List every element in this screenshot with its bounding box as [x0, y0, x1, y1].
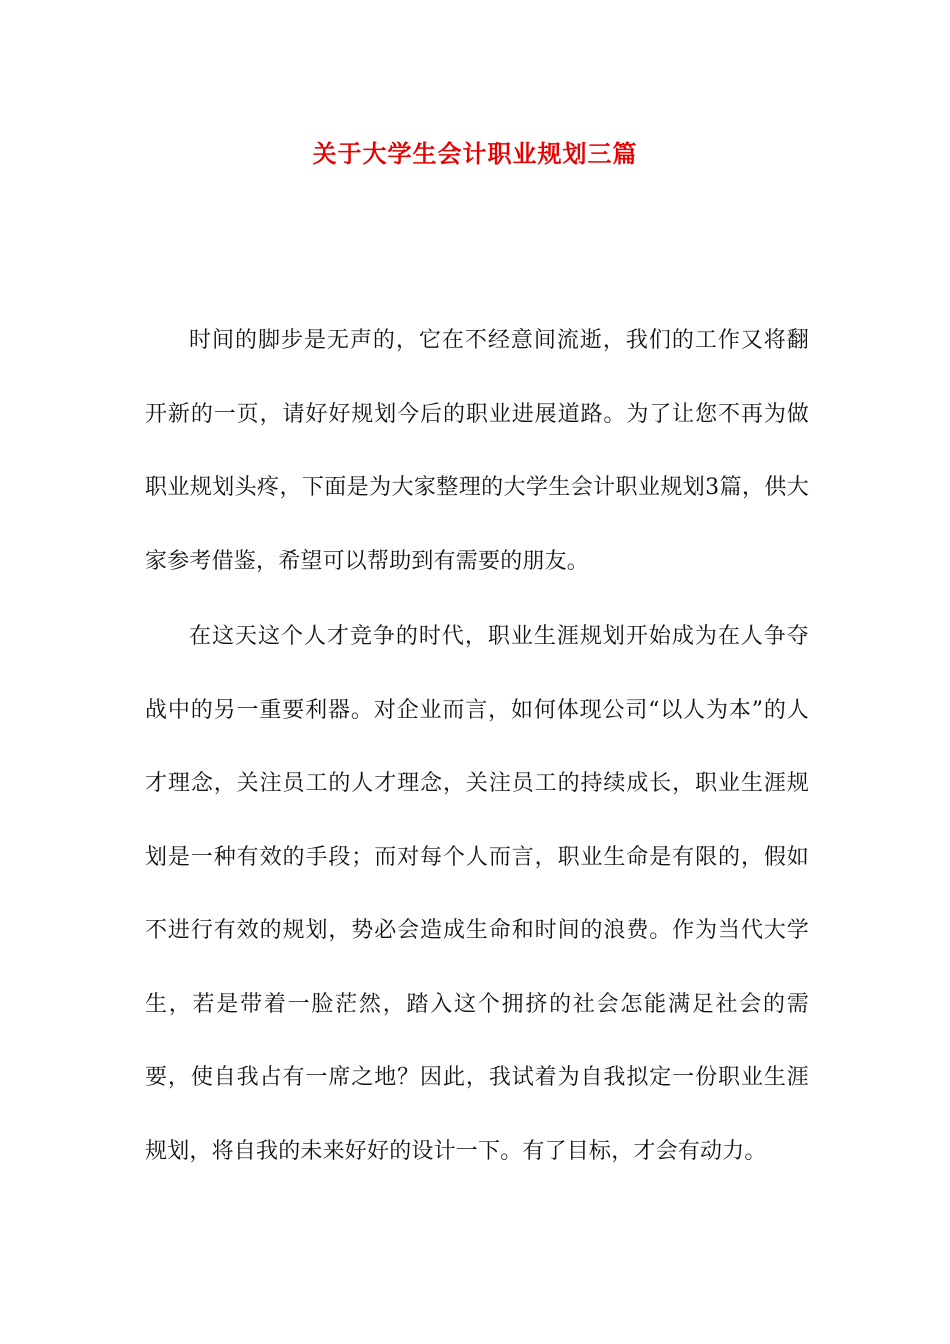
paragraph-main: 在这天这个人才竞争的时代，职业生涯规划开始成为在人争夺战中的另一重要利器。对企业而言，如何体现公司“以人为本”的人才理念，关注员工的人才理念，关注员工的持续成长，职业生涯规划是一种有效的手段；而对每个人而言，职业生命是有限的，假如不进行有效的规划，势必会造成生命和时间的浪费。作为当代大学生，若是带着一脸茫然，踏入这个拥挤的社会怎能满足社会的需要，使自我占有一席之地？因此，我试着为自我拟定一份职业生涯规划，将自我的未来好好的设计一下。有了目标，才会有动力。	[145, 624, 809, 1164]
document-title: 关于大学生会计职业规划三篇	[312, 140, 638, 168]
paragraph-intro: 时间的脚步是无声的，它在不经意间流逝，我们的工作又将翻开新的一页，请好好规划今后的职业进展道路。为了让您不再为做职业规划头疼，下面是为大家整理的大学生会计职业规划3篇，供大家参考借鉴，希望可以帮助到有需要的朋友。	[145, 328, 809, 574]
